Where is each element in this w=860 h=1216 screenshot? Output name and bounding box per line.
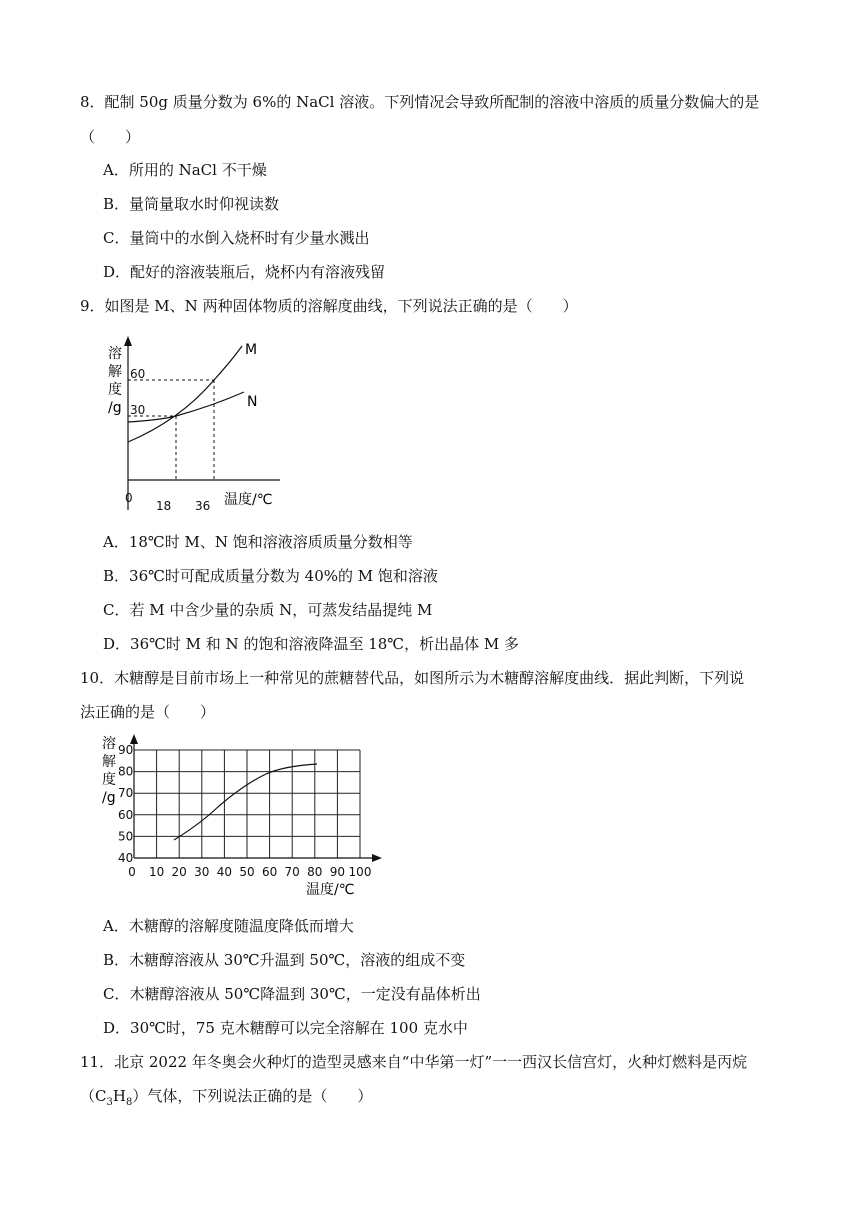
q10-ytick: 60	[118, 807, 134, 822]
q10-xtick: 70	[284, 865, 300, 879]
q10-option-a[interactable]: A．木糖醇的溶解度随温度降低而增大	[103, 917, 354, 935]
q10-ytick: 90	[118, 743, 134, 757]
q9-solubility-figure	[100, 336, 290, 516]
q10-xtick: 0	[128, 865, 136, 879]
q9-option-a[interactable]: A．18℃时 M、N 饱和溶液溶质质量分数相等	[103, 533, 413, 551]
q10-option-d[interactable]: D．30℃时，75 克木糖醇可以完全溶解在 100 克水中	[103, 1019, 468, 1037]
q10-ytick: 40	[118, 851, 134, 865]
q9-curve-m	[128, 346, 242, 442]
q10-xtick: 80	[307, 865, 323, 879]
q11-stem-pre: （C	[80, 1087, 107, 1105]
q9-xtick-18: 18	[156, 499, 172, 513]
q10-stem-cont: 法正确的是（ ）	[80, 703, 216, 721]
q9-ylabel-1: 溶	[108, 346, 122, 362]
q8-stem-paren: （ ）	[80, 128, 141, 146]
q10-xtick: 10	[148, 865, 165, 879]
q10-xtick: 90	[329, 865, 346, 879]
q11-stem-cont	[80, 1086, 780, 1113]
q9-y-arrow-icon	[124, 336, 132, 346]
q10-xtick: 40	[216, 865, 233, 879]
q11-stem-post: ）气体，下列说法正确的是（ ）	[132, 1087, 373, 1105]
q9-option-d[interactable]: D．36℃时 M 和 N 的饱和溶液降温至 18℃，析出晶体 M 多	[103, 635, 519, 653]
q10-option-c[interactable]: C．木糖醇溶液从 50℃降温到 30℃，一定没有晶体析出	[103, 985, 481, 1003]
q9-ylabel-2: 解	[108, 364, 122, 380]
q9-xlabel: 温度/℃	[224, 492, 273, 508]
q10-ylabel-3: 度	[102, 772, 116, 788]
q9-label-n: N	[247, 394, 258, 410]
q10-ylabel-1: 溶	[102, 736, 116, 752]
q10-curve-xylitol	[174, 764, 317, 840]
q10-xtick: 30	[194, 865, 210, 879]
q8-option-d[interactable]: D．配好的溶液装瓶后，烧杯内有溶液残留	[103, 263, 386, 281]
q9-option-b[interactable]: B．36℃时可配成质量分数为 40%的 M 饱和溶液	[103, 567, 438, 585]
q11-h: H	[112, 1087, 126, 1105]
q10-stem: 10．木糖醇是目前市场上一种常见的蔗糖替代品，如图所示为木糖醇溶解度曲线．据此判断，下列说	[80, 669, 745, 687]
q9-ylabel-3: 度	[108, 382, 122, 398]
q8-option-c[interactable]: C．量筒中的水倒入烧杯时有少量水溅出	[103, 229, 370, 247]
q10-grid	[134, 750, 360, 858]
q10-xtick: 100	[348, 865, 372, 879]
q9-label-m: M	[245, 342, 258, 358]
q10-xtick: 20	[171, 865, 187, 879]
q10-ytick: 50	[118, 829, 134, 844]
q9-xtick-36: 36	[195, 499, 211, 513]
q9-stem: 9．如图是 M、N 两种固体物质的溶解度曲线，下列说法正确的是（ ）	[80, 297, 578, 315]
q9-ylabel-4: /g	[108, 400, 122, 416]
q10-solubility-figure	[100, 734, 390, 904]
q8-option-b[interactable]: B．量筒量取水时仰视读数	[103, 195, 280, 213]
q9-ytick-60: 60	[130, 367, 146, 381]
q11-stem: 11．北京 2022 年冬奥会火种灯的造型灵感来自“中华第一灯”一一西汉长信宫灯，火种灯燃料是丙烷	[80, 1053, 748, 1071]
q8-stem: 8．配制 50g 质量分数为 6%的 NaCl 溶液。下列情况会导致所配制的溶液中溶质的质量分数偏大的是	[80, 93, 760, 111]
q10-ylabel-2: 解	[102, 754, 116, 770]
q9-origin: 0	[125, 491, 133, 505]
q8-option-a[interactable]: A．所用的 NaCl 不干燥	[103, 161, 267, 179]
q11-sub-8: 8	[125, 1097, 133, 1108]
q10-xtick: 50	[239, 865, 255, 879]
q11-sub-3: 3	[106, 1097, 113, 1108]
q10-xlabel: 温度/℃	[306, 882, 355, 898]
q10-ytick: 70	[118, 786, 134, 801]
q10-xtick: 60	[261, 865, 278, 879]
q10-ytick: 80	[118, 764, 134, 779]
q10-x-arrow-icon	[372, 854, 382, 862]
q10-ylabel-4: /g	[102, 790, 116, 806]
q9-option-c[interactable]: C．若 M 中含少量的杂质 N，可蒸发结晶提纯 M	[103, 601, 433, 619]
q10-option-b[interactable]: B．木糖醇溶液从 30℃升温到 50℃，溶液的组成不变	[103, 951, 466, 969]
q9-ytick-30: 30	[130, 403, 146, 417]
